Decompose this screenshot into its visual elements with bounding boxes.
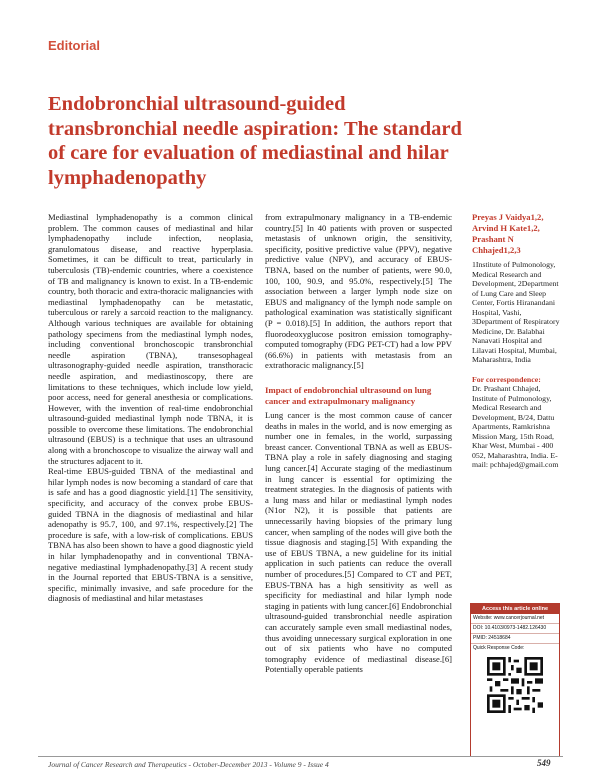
qr-code-icon[interactable] <box>487 657 543 713</box>
page-number: 549 <box>537 758 551 768</box>
journal-footer: Journal of Cancer Research and Therapeutics - October-December 2013 - Volume 9 - Issue 4 <box>48 760 329 769</box>
correspondence-details: Dr. Prashant Chhajed, Institute of Pulmonology, Medical Research and Development, B/24, Dattu Apartments, Ramkrishna Mission Marg, 15th Road, Khar West, Mumbai - 400 052, Maharashtra, India. E-mail: pchhajed@gmail.com <box>472 384 559 469</box>
qr-label: Quick Response Code: <box>473 645 525 651</box>
correspondence-heading: For correspondence: <box>472 374 541 384</box>
paragraph: from extrapulmonary malignancy in a TB-endemic country.[5] In 40 patients with proven or suspected metastasis of unknown origin, the sensitivity, specificity, positive predictive value (PPV), negative predictive value (NPV), and accuracy of EBUS-TBNA, based on the number of patients, were 90.0, 100, 100, 90.9, and 95.0%, respectively.[5] The association between a larger lymph node size on EBUS and malignancy of the lymph node sample on pathological examination was statistically significant (P = 0.018).[5] In addition, the authors report that fluorodeoxyglucose positron emission tomography-computed tomography (FDG PET-CT) had a low PPV (66.6%) in patients with metastasis from an extrathoracic malignancy.[5] <box>265 212 452 371</box>
access-article-box <box>470 603 560 757</box>
footer-divider <box>38 756 563 757</box>
author-sidebar <box>472 212 560 470</box>
author-list: Preyas J Vaidya1,2, Arvind H Kate1,2, Prashant N Chhajed1,2,3 <box>472 212 544 255</box>
article-title: Endobronchial ultrasound-guided transbronchial needle aspiration: The standard of care for evaluation of mediastinal and hilar lymphadenopathy <box>48 93 462 189</box>
body-column-2 <box>265 212 452 675</box>
body-column-1 <box>48 212 253 604</box>
affiliations: 1Institute of Pulmonology, Medical Research and Development, 2Department of Lung Care and Sleep Center, Fortis Hiranandani Hospital, Vashi, 3Department of Respiratory Medicine, Dr. Balabhai Nanavati Hospital and Lilavati Hospital, Mumbai, Maharashtra, India <box>472 260 560 364</box>
access-box-heading: Access this article online <box>471 604 559 614</box>
paragraph: Mediastinal lymphadenopathy is a common clinical problem. The common causes of mediastinal and hilar lymphadenopathy include infection, neoplasia, granulomatous disease, and reactive hyperplasia. Sometimes, it can be difficult to treat, particularly in tuberculosis (TB)-endemic countries, where a coexistence of TB and malignancy is known to exist. In a TB-endemic country, both thoracic and extra-thoracic malignancies with mediastinal lymphadenopathy can be metastatic, tuberculous or rarely a sarcoid reaction to the malignancy. Although various techniques are available for obtaining pathology specimens from the mediastinal lymph nodes, including conventional bronchoscopic transbronchial needle aspiration (TBNA), transesophageal ultrasonography-guided needle aspiration, transthoracic needle aspiration, and mediastinoscopy, there are limitations to these techniques, which include low yield, poor access, need for general anesthesia or complications. However, with the invention of real-time endobronchial ultrasound-guided mediastinal lymph node TBNA, it is possible to overcome these limitations. The endobronchial ultrasound (EBUS) is a technique that uses an ultrasound along with a bronchoscope to visualize the airway wall and the structures adjacent to it. <box>48 212 253 466</box>
pmid-text: PMID: 24518684 <box>471 634 559 644</box>
section-label: Editorial <box>48 38 101 53</box>
section-subheading: Impact of endobronchial ultrasound on lung cancer and extrapulmonary malignancy <box>265 384 432 406</box>
doi-link[interactable]: DOI: 10.4103/0973-1482.126430 <box>471 624 559 634</box>
paragraph: Real-time EBUS-guided TBNA of the mediastinal and hilar lymph nodes is now becoming a standard of care that is safe and has a good diagnostic yield.[1] The sensitivity, specificity, and accuracy of the convex probe EBUS-guided TBNA in the diagnosis of mediastinal and hilar adenopathy is 95.7, 100, and 97.1%, respectively.[2] The procedure is safe, with a low-risk of complications. EBUS TBNA has also been shown to have a good diagnostic yield in hilar lymphadenopathy and in conventional TBNA-negative mediastinal lymphadenopathy.[3] A recent study in the Journal reported that EBUS-TBNA is a sensitive, specific, minimally invasive, and safe procedure for the diagnosis of mediastinal and hilar metastases <box>48 466 253 604</box>
paragraph: Lung cancer is the most common cause of cancer deaths in males in the world, and is now emerging as number one in females, in the world, surpassing breast cancer. Conventional TBNA as well as EBUS-TBNA play a role in safely diagnosing and staging lung cancer.[4] Accurate staging of the mediastinum in lung cancer is essential for optimizing the treatment strategies. In the diagnosis of patients with a lung mass and hilar or mediastinal lymph nodes (N1or N2), it is possible that patients are unnecessarily having biopsies of the primary lung cancer, when sampling of the nodes will give both the tissue diagnosis and staging.[5] With expanding the use of EBUS TBNA, a new guideline for its initial application in such patients can reduce the overall number of procedures.[5] Compared to CT and PET, EBUS-TBNA has a high sensitivity as well as specificity for mediastinal and hilar lymph node staging in patients with lung cancer.[6] Endobronchial ultrasound-guided transbronchial needle aspiration can accurately sample even small mediastinal nodes, thus avoiding unnecessary surgical exploration in one out of six patients who have no computed tomography evidence of mediastinal disease.[6] Potentially operable patients <box>265 410 452 675</box>
website-link[interactable]: Website: www.cancerjournal.net <box>471 614 559 624</box>
